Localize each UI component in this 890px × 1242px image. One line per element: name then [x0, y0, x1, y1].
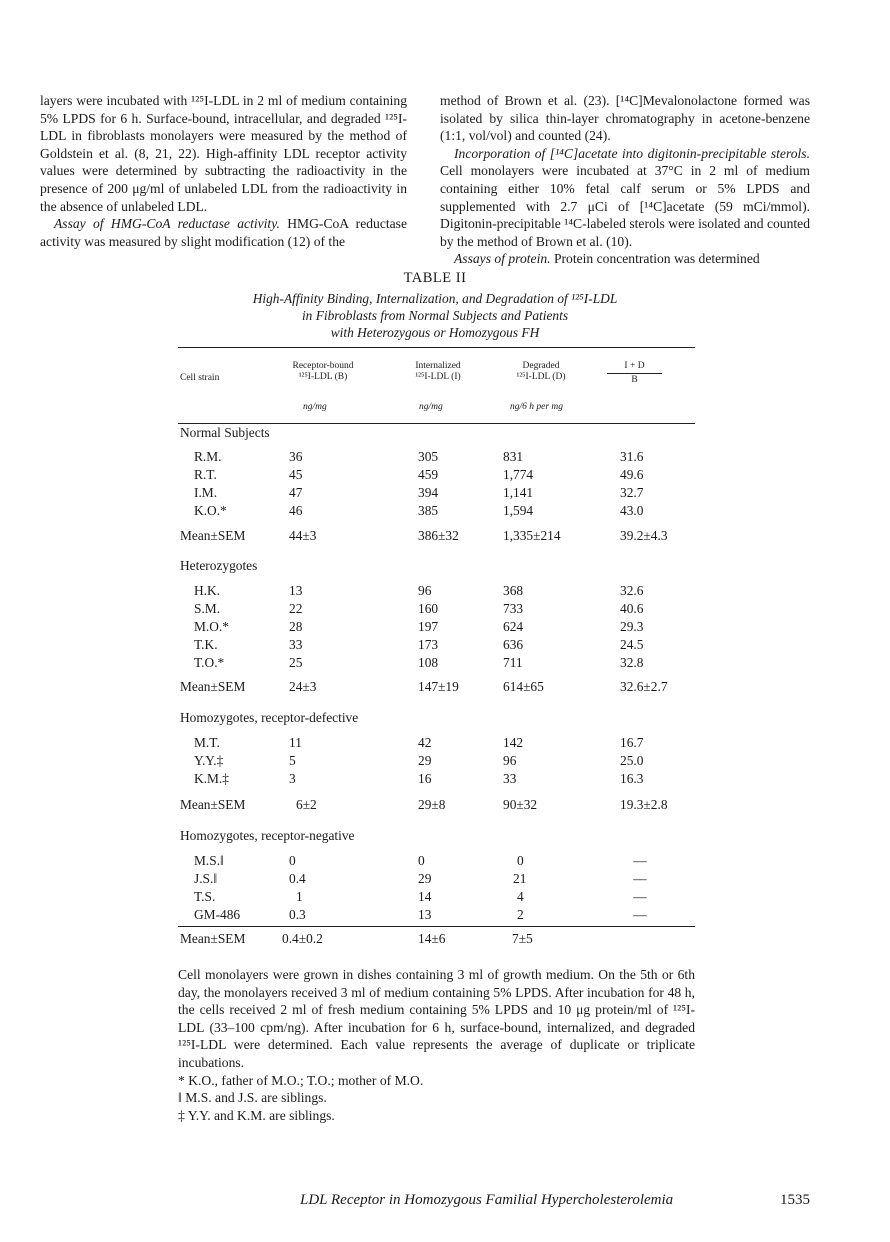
- header-line: ¹²⁵I-LDL (D): [516, 372, 566, 382]
- table-top-rule: [178, 347, 695, 348]
- table-row: [0, 907, 890, 925]
- left-text-column: [40, 92, 407, 250]
- cell-internalized: 29±8: [418, 797, 446, 812]
- table-caption: [180, 290, 690, 341]
- cell-bound: 36: [289, 449, 303, 464]
- cell-mean-label: Mean±SEM: [180, 797, 246, 812]
- table-note: Cell monolayers were grown in dishes containing 3 ml of growth medium. On the 5th or 6th day, the monolayers received 3 ml of medium containing 5% LPDS. After incubation for 48 h, the cells received 2 ml of fresh medium containing 5% LPDS and 10 μg protein/ml of ¹²⁵I-LDL (33–100 cpm/ng). After incubation for 6 h, surface-bound, internalized, and degraded ¹²⁵I-LDL were determined. Each value represents the average of duplicate or triplicate incubations.: [178, 967, 695, 1070]
- cell-strain: H.K.: [194, 583, 221, 598]
- cell-bound: 22: [289, 601, 303, 616]
- table-row: [0, 583, 890, 601]
- section-heading: Assays of protein.: [454, 251, 551, 267]
- cell-internalized: 0: [418, 853, 425, 868]
- cell-internalized: 459: [418, 467, 439, 482]
- table-row: [0, 503, 890, 521]
- cell-bound: 0.3: [289, 907, 306, 922]
- cell-internalized: 14: [418, 889, 432, 904]
- cell-internalized: 386±32: [418, 528, 459, 543]
- cell-degraded: 1,335±214: [503, 528, 561, 543]
- cell-strain: M.T.: [194, 735, 220, 750]
- cell-degraded: 624: [503, 619, 524, 634]
- cell-strain: Y.Y.‡: [194, 753, 224, 768]
- cell-bound: 33: [289, 637, 303, 652]
- header-cell-strain: Cell strain: [180, 373, 220, 383]
- paragraph: [40, 215, 407, 250]
- caption-line: with Heterozygous or Homozygous FH: [330, 325, 540, 340]
- cell-ratio: —: [633, 853, 647, 868]
- cell-strain: T.S.: [194, 889, 216, 904]
- paragraph: [440, 250, 810, 268]
- cell-ratio: 32.6: [620, 583, 644, 598]
- paragraph-text: Cell monolayers were incubated at 37°C in 2 ml of medium containing either 10% fetal calf serum or 5% LPDS and supplemented with 2.7 μCi of [¹⁴C]acetate (59 mCi/mmol). Digitonin-precipitable ¹⁴C-labeled sterols were isolated and counted by the method of Brown et al. (10).: [440, 163, 810, 249]
- cell-degraded: 368: [503, 583, 524, 598]
- cell-ratio: 39.2±4.3: [620, 528, 668, 543]
- group-label: Homozygotes, receptor-defective: [180, 710, 359, 725]
- cell-degraded: 1,141: [503, 485, 534, 500]
- cell-bound: 0.4±0.2: [282, 931, 323, 946]
- cell-internalized: 385: [418, 503, 439, 518]
- cell-mean-label: Mean±SEM: [180, 679, 246, 694]
- table-row: [0, 655, 890, 673]
- cell-bound: 47: [289, 485, 303, 500]
- cell-ratio: 16.7: [620, 735, 644, 750]
- cell-degraded: 614±65: [503, 679, 544, 694]
- cell-ratio: 29.3: [620, 619, 644, 634]
- footnote: ‡ Y.Y. and K.M. are siblings.: [178, 1107, 335, 1123]
- cell-degraded: 142: [503, 735, 524, 750]
- cell-bound: 6±2: [296, 797, 317, 812]
- cell-ratio: 32.6±2.7: [620, 679, 668, 694]
- cell-degraded: 733: [503, 601, 524, 616]
- cell-ratio: 24.5: [620, 637, 644, 652]
- table-header-rule: [178, 423, 695, 424]
- cell-bound: 11: [289, 735, 302, 750]
- cell-bound: 13: [289, 583, 303, 598]
- cell-bound: 24±3: [289, 679, 317, 694]
- group-label: Normal Subjects: [180, 425, 270, 440]
- cell-ratio: —: [633, 889, 647, 904]
- table-row: [0, 889, 890, 907]
- group-label: Heterozygotes: [180, 558, 258, 573]
- cell-bound: 5: [289, 753, 296, 768]
- table-row-mean: [0, 797, 890, 815]
- cell-degraded: 96: [503, 753, 517, 768]
- cell-internalized: 173: [418, 637, 439, 652]
- header-ratio-denominator: B: [631, 375, 638, 385]
- cell-internalized: 14±6: [418, 931, 446, 946]
- section-heading: Incorporation of [¹⁴C]acetate into digitonin-precipitable sterols.: [454, 145, 810, 161]
- paragraph: [440, 145, 810, 251]
- unit-label: ng/6 h per mg: [510, 402, 564, 412]
- cell-degraded: 21: [513, 871, 527, 886]
- table-bottom-rule: [178, 926, 695, 927]
- cell-internalized: 160: [418, 601, 439, 616]
- table-row-mean: [0, 528, 890, 546]
- header-degraded: [505, 361, 577, 383]
- table-row: [0, 619, 890, 637]
- running-title: LDL Receptor in Homozygous Familial Hypercholesterolemia: [300, 1192, 674, 1208]
- cell-internalized: 16: [418, 771, 432, 786]
- cell-degraded: 711: [503, 655, 523, 670]
- cell-degraded: 636: [503, 637, 524, 652]
- cell-degraded: 2: [517, 907, 524, 922]
- caption-line: in Fibroblasts from Normal Subjects and Patients: [301, 308, 569, 323]
- table-row: [0, 485, 890, 503]
- cell-mean-label: Mean±SEM: [180, 528, 246, 543]
- table-row: [0, 871, 890, 889]
- cell-bound: 28: [289, 619, 303, 634]
- cell-ratio: 43.0: [620, 503, 644, 518]
- cell-ratio: 31.6: [620, 449, 644, 464]
- cell-internalized: 108: [418, 655, 439, 670]
- ratio-fraction-line: [607, 373, 662, 374]
- cell-internalized: 305: [418, 449, 439, 464]
- cell-strain: K.M.‡: [194, 771, 229, 786]
- cell-strain: R.T.: [194, 467, 217, 482]
- cell-strain: M.O.*: [194, 619, 229, 634]
- table-row: [0, 467, 890, 485]
- paragraph-text: HMG-CoA reductase activity was measured by slight modification (12) of the: [40, 216, 407, 249]
- cell-bound: 46: [289, 503, 303, 518]
- cell-degraded: 831: [503, 449, 524, 464]
- page-number: 1535: [780, 1192, 810, 1208]
- table-notes: [178, 966, 695, 1124]
- header-line: Receptor-bound: [292, 361, 354, 371]
- footnote: ‖ M.S. and J.S. are siblings.: [178, 1090, 327, 1106]
- table-row: [0, 735, 890, 753]
- header-line: Degraded: [522, 361, 560, 371]
- cell-internalized: 29: [418, 871, 432, 886]
- caption-line: High-Affinity Binding, Internalization, and Degradation of ¹²⁵I-LDL: [252, 291, 618, 306]
- cell-degraded: 33: [503, 771, 517, 786]
- cell-strain: R.M.: [194, 449, 222, 464]
- cell-ratio: 16.3: [620, 771, 644, 786]
- cell-degraded: 4: [517, 889, 524, 904]
- header-line: Internalized: [415, 361, 461, 371]
- table-row: [0, 853, 890, 871]
- unit-label: ng/mg: [303, 402, 327, 412]
- cell-strain: K.O.*: [194, 503, 227, 518]
- cell-bound: 45: [289, 467, 303, 482]
- group-label: Homozygotes, receptor-negative: [180, 828, 355, 843]
- cell-ratio: —: [633, 871, 647, 886]
- cell-bound: 0.4: [289, 871, 306, 886]
- paragraph: method of Brown et al. (23). [¹⁴C]Mevalonolactone formed was isolated by silica thin-layer chromatography in acetone-benzene (1:1, vol/vol) and counted (24).: [440, 93, 810, 144]
- cell-internalized: 96: [418, 583, 432, 598]
- header-internalized: [402, 361, 474, 383]
- table-row: [0, 601, 890, 619]
- table-row: [0, 637, 890, 655]
- cell-strain: T.O.*: [194, 655, 225, 670]
- cell-ratio: 32.8: [620, 655, 644, 670]
- cell-internalized: 394: [418, 485, 439, 500]
- cell-bound: 0: [289, 853, 296, 868]
- cell-degraded: 7±5: [512, 931, 533, 946]
- cell-bound: 3: [289, 771, 296, 786]
- cell-internalized: 197: [418, 619, 439, 634]
- table-row: [0, 771, 890, 789]
- cell-bound: 25: [289, 655, 303, 670]
- right-text-column: [440, 92, 810, 268]
- table-row: [0, 449, 890, 467]
- cell-internalized: 29: [418, 753, 432, 768]
- cell-internalized: 42: [418, 735, 432, 750]
- header-line: ¹²⁵I-LDL (I): [415, 372, 461, 382]
- cell-degraded: 90±32: [503, 797, 538, 812]
- cell-ratio: 49.6: [620, 467, 644, 482]
- table-row-mean: [0, 931, 890, 949]
- header-receptor-bound: [278, 361, 368, 383]
- paragraph-text: Protein concentration was determined: [550, 251, 760, 267]
- cell-mean-label: Mean±SEM: [180, 931, 246, 946]
- cell-internalized: 147±19: [418, 679, 459, 694]
- table-row: [0, 753, 890, 771]
- unit-label: ng/mg: [419, 402, 443, 412]
- paragraph: layers were incubated with ¹²⁵I-LDL in 2 ml of medium containing 5% LPDS for 6 h. Surface-bound, intracellular, and degraded ¹²⁵I-LDL in fibroblasts monolayers were measured by the method of Goldstein et al. (8, 21, 22). High-affinity LDL receptor activity values were determined by subtracting the radioactivity in the presence of 200 μg/ml of unlabeled LDL from the radioactivity in the absence of unlabeled LDL.: [40, 93, 407, 214]
- cell-ratio: 40.6: [620, 601, 644, 616]
- section-heading: Assay of HMG-CoA reductase activity.: [54, 216, 280, 232]
- cell-strain: S.M.: [194, 601, 221, 616]
- header-ratio-numerator: I + D: [624, 361, 645, 371]
- cell-ratio: 32.7: [620, 485, 644, 500]
- footnote: * K.O., father of M.O.; T.O.; mother of M.O.: [178, 1072, 424, 1088]
- cell-strain: GM-486: [194, 907, 241, 922]
- table-row-mean: [0, 679, 890, 697]
- cell-degraded: 0: [517, 853, 524, 868]
- cell-bound: 1: [296, 889, 303, 904]
- cell-strain: J.S.‖: [194, 871, 218, 886]
- cell-ratio: —: [633, 907, 647, 922]
- cell-ratio: 25.0: [620, 753, 644, 768]
- cell-bound: 44±3: [289, 528, 317, 543]
- header-line: ¹²⁵I-LDL (B): [298, 372, 348, 382]
- cell-strain: M.S.‖: [194, 853, 224, 868]
- cell-strain: T.K.: [194, 637, 218, 652]
- cell-degraded: 1,774: [503, 467, 534, 482]
- cell-strain: I.M.: [194, 485, 218, 500]
- cell-degraded: 1,594: [503, 503, 534, 518]
- cell-internalized: 13: [418, 907, 432, 922]
- cell-ratio: 19.3±2.8: [620, 797, 668, 812]
- table-title: TABLE II: [403, 270, 467, 286]
